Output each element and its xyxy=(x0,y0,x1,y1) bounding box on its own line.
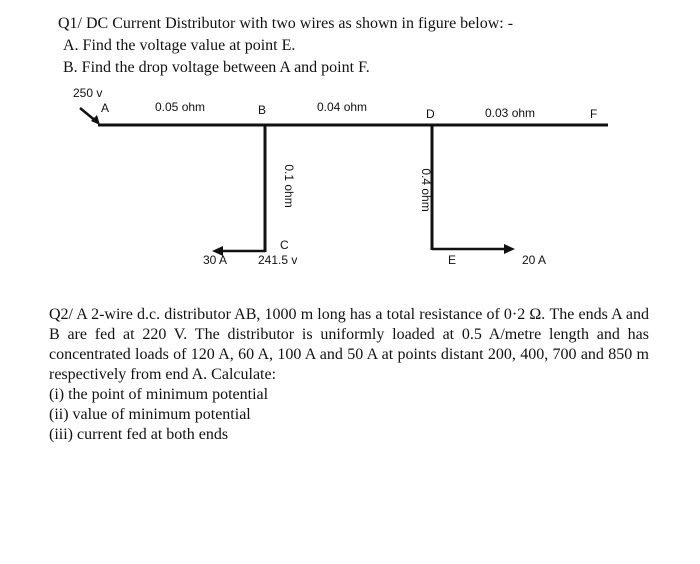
node-e-label: E xyxy=(448,253,457,267)
node-b-label: B xyxy=(258,103,267,117)
q2-item: (i) the point of minimum potential xyxy=(49,386,269,403)
node-d-label: D xyxy=(426,107,435,121)
q1-part-a: A. Find the voltage value at point E. xyxy=(63,37,296,54)
q2-item: (ii) value of minimum potential xyxy=(49,406,251,423)
load-e-current: 20 A xyxy=(522,253,547,267)
node-c-voltage: 241.5 v xyxy=(258,253,298,267)
q2-item: (iii) current fed at both ends xyxy=(49,426,229,443)
resistance-bc-label: 0.1 ohm xyxy=(282,164,296,208)
supply-voltage-label: 250 v xyxy=(73,86,103,100)
q1-title: Q1/ DC Current Distributor with two wires as shown in figure below: - xyxy=(58,15,514,32)
node-f-label: F xyxy=(590,107,598,121)
resistance-de-label: 0.4 ohm xyxy=(419,168,433,212)
question-2 xyxy=(49,305,649,445)
q2-body: Q2/ A 2-wire d.c. distributor AB, 1000 m long has a total resistance of 0·2 Ω. The ends A and B are fed at 220 V. The distributor is uniformly loaded at 0.5 A/metre length and has concentrated loads of 120 A, 60 A, 100 A and 50 A at points distant 200, 400, 700 and 850 m respectively from end A. Calculate: xyxy=(49,306,649,383)
load-e-arrow-head xyxy=(504,244,515,254)
node-c-label: C xyxy=(280,238,289,252)
load-c-current: 30 A xyxy=(203,253,228,267)
node-a-label: A xyxy=(101,101,110,115)
resistance-df-label: 0.03 ohm xyxy=(485,106,536,120)
resistance-bd-label: 0.04 ohm xyxy=(317,100,368,114)
resistance-ab-label: 0.05 ohm xyxy=(155,100,206,114)
q1-part-b: B. Find the drop voltage between A and point F. xyxy=(63,59,370,76)
